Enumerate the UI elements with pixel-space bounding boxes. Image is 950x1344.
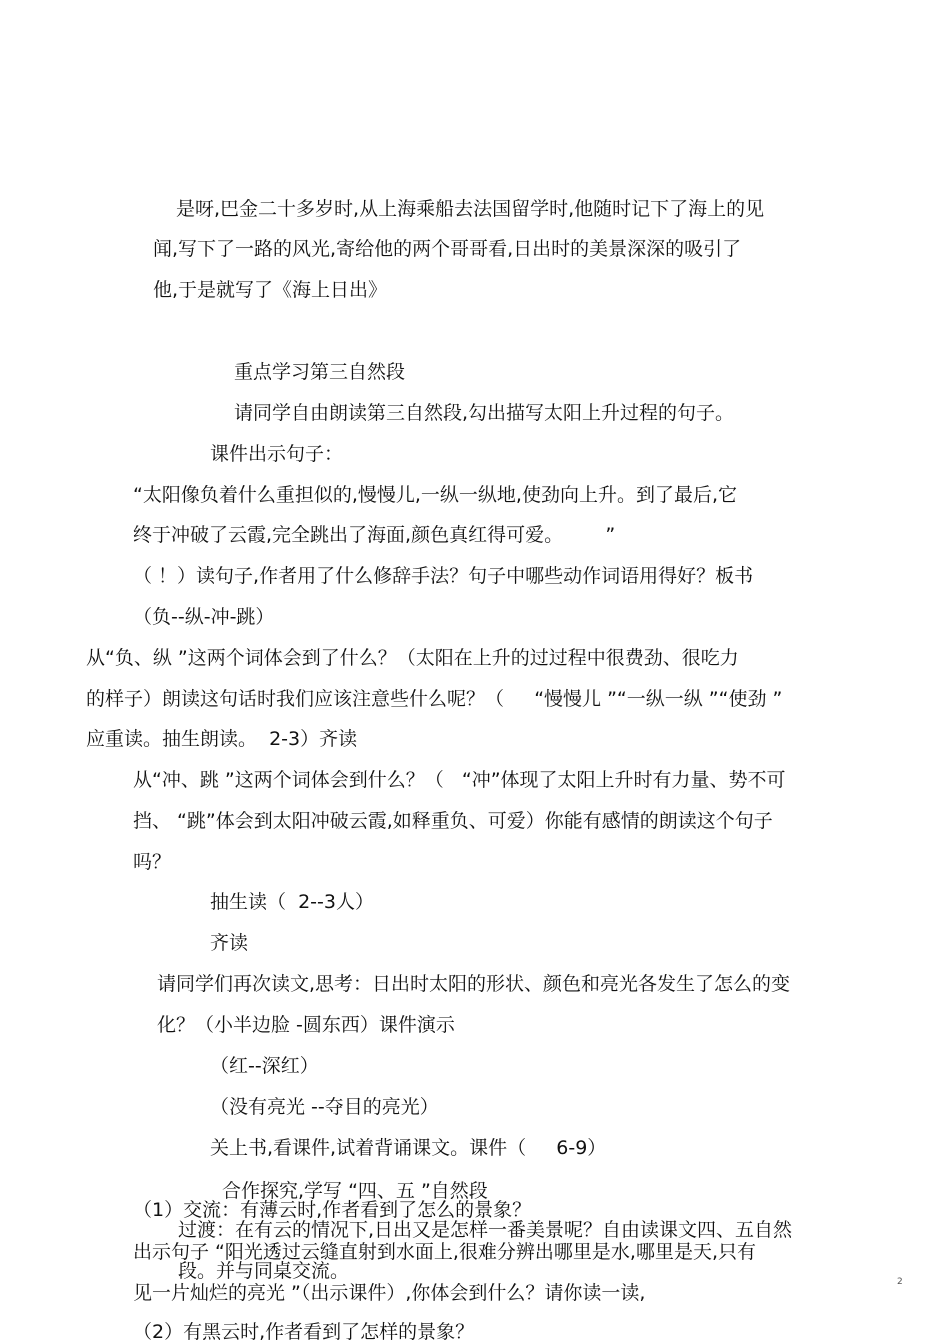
paragraph-line: （2）有黑云时,作者看到了怎样的景象？ [133, 1321, 475, 1343]
page-number: 2 [897, 1277, 903, 1287]
quoted-sentence-line: “太阳像负着什么重担似的,慢慢儿,一纵一纵地,使劲向上升。到了最后,它 [133, 484, 738, 506]
paragraph-line: 吗？ [133, 851, 172, 873]
section-heading: 合作探究,学写 “四、五 ”自然段 [222, 1180, 488, 1202]
paragraph-line: （红--深红） [210, 1055, 319, 1077]
paragraph-line: 课件出示句子： [210, 443, 344, 465]
paragraph-line: 他,于是就写了《海上日出》 [153, 279, 388, 301]
paragraph-line: 是呀,巴金二十多岁时,从上海乘船去法国留学时,他随时记下了海上的见 [176, 198, 765, 220]
paragraph-line: 抽生读（ 2--3人） [210, 891, 374, 913]
paragraph-line: （负--纵-冲-跳） [133, 606, 275, 628]
paragraph-line: 化？（小半边脸 -圆东西）课件演示 [157, 1014, 455, 1036]
paragraph-line: 请同学们再次读文,思考：日出时太阳的形状、颜色和亮光各发生了怎么的变 [157, 973, 791, 995]
quoted-sentence-line: 终于冲破了云霞,完全跳出了海面,颜色真红得可爱。 ” [133, 524, 616, 546]
paragraph-line: 从“负、纵 ”这两个词体会到了什么？（太阳在上升的过过程中很费劲、很吃力 [86, 647, 739, 669]
paragraph-line: （1）交流：有薄云时,作者看到了怎么的景象？ [133, 1199, 532, 1221]
paragraph-line: 闻,写下了一路的风光,寄给他的两个哥哥看,日出时的美景深深的吸引了 [153, 238, 742, 260]
quoted-sentence-line: 出示句子 “阳光透过云缝直射到水面上,很难分辨出哪里是水,哪里是天,只有 [133, 1241, 757, 1263]
paragraph-line: 齐读 [210, 932, 249, 954]
quoted-sentence-line: 见一片灿烂的亮光 ”（出示课件）,你体会到什么？请你读一读, [133, 1282, 646, 1304]
paragraph-line: 从“冲、跳 ”这两个词体会到什么？（ “冲”体现了太阳上升时有力量、势不可 [133, 769, 786, 791]
paragraph-line: （没有亮光 --夺目的亮光） [210, 1096, 439, 1118]
paragraph-line: 过渡：在有云的情况下,日出又是怎样一番美景呢？自由读课文四、五自然 [178, 1219, 793, 1241]
paragraph-line: 挡、 “跳”体会到太阳冲破云霞,如释重负、可爱）你能有感情的朗读这个句子 [133, 810, 773, 832]
paragraph-line: 请同学自由朗读第三自然段,勾出描写太阳上升过程的句子。 [234, 402, 735, 424]
paragraph-line: 的样子）朗读这句话时我们应该注意些什么呢？（ “慢慢儿 ”“一纵一纵 ”“使劲 ” [86, 688, 783, 710]
paragraph-line: 段。并与同桌交流。 [178, 1260, 350, 1282]
paragraph-line: 应重读。抽生朗读。 2-3）齐读 [86, 728, 358, 750]
paragraph-line: 关上书,看课件,试着背诵课文。课件（ 6-9） [210, 1137, 607, 1159]
section-heading: 重点学习第三自然段 [234, 361, 406, 383]
paragraph-line: （ ！）读句子,作者用了什么修辞手法？句子中哪些动作词语用得好？板书 [133, 565, 754, 587]
